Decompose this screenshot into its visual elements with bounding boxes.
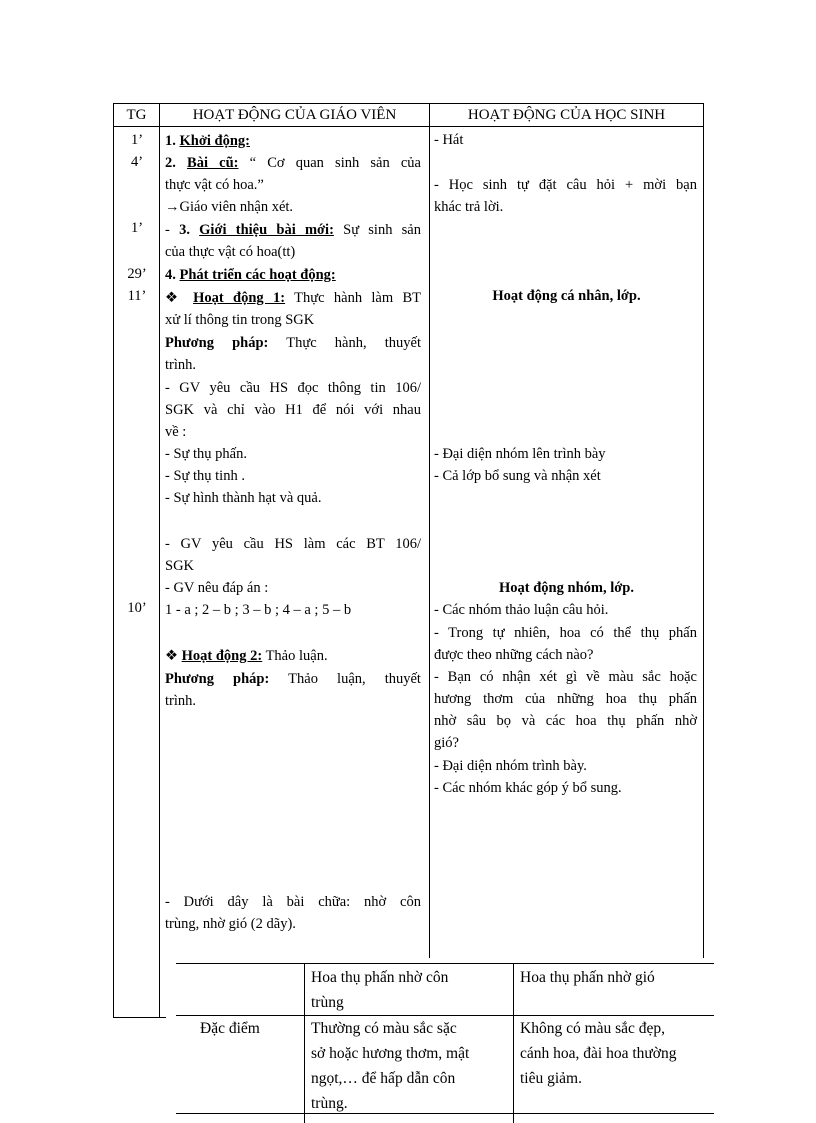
student-line: - Trong tự nhiên, hoa có thể thụ phấn — [434, 625, 697, 641]
cell-line: Thường có màu sắc sặc — [311, 1020, 457, 1037]
method-1-line-b: trình. — [165, 357, 197, 373]
table-bottom-left-border — [113, 1017, 166, 1018]
table2-top-border — [176, 963, 714, 964]
student-line: - Các nhóm thảo luận câu hỏi. — [434, 602, 609, 618]
table2-header-wind: Hoa thụ phấn nhờ gió — [520, 969, 655, 986]
student-line: - Đại diện nhóm lên trình bày — [434, 446, 606, 462]
activity-1-text: Thực hành làm BT — [294, 290, 422, 306]
table2-cell-wind — [520, 1016, 676, 1091]
table2-header-insect-b: trùng — [311, 994, 344, 1011]
cell-line: sở hoặc hương thơm, mật — [311, 1045, 470, 1062]
section-2-line-b: thực vật có hoa.” — [165, 177, 264, 193]
section-3-text: Sự sinh sản — [343, 222, 421, 238]
section-1-num: 1. — [165, 133, 176, 149]
student-line: khác trả lời. — [434, 199, 504, 215]
time-value: 4’ — [130, 154, 144, 170]
section-2-eval: →Giáo viên nhận xét. — [165, 199, 294, 215]
student-line: nhờ sâu bọ và các hoa thụ phấn nhờ — [434, 713, 697, 729]
activity-1-title: Hoạt động 1: — [193, 290, 286, 306]
student-line: - Bạn có nhận xét gì về màu sắc hoặc — [434, 669, 697, 685]
activity-1-line-a — [165, 287, 421, 309]
section-3-title: Giới thiệu bài mới: — [199, 222, 334, 238]
method-2-label: Phương pháp: — [165, 671, 270, 687]
student-activity-2-heading: Hoạt động nhóm, lớp. — [499, 580, 634, 596]
cell-line: Không có màu sắc đẹp, — [520, 1020, 666, 1037]
table2-row-label: Đặc điểm — [200, 1020, 260, 1037]
method-2-line-b: trình. — [165, 693, 197, 709]
activity-2-text: Thảo luận. — [265, 648, 328, 664]
time-value: 1’ — [130, 132, 144, 148]
table-left-border — [113, 103, 114, 1018]
header-student: HOẠT ĐỘNG CỦA HỌC SINH — [467, 107, 666, 123]
section-4-title: Phát triển các hoạt động: — [179, 267, 336, 283]
cell-line: cánh hoa, đài hoa thường — [520, 1045, 677, 1062]
method-1-label: Phương pháp: — [165, 335, 269, 351]
list-item: - Sự hình thành hạt và quả. — [165, 490, 322, 506]
diamond-bullet-icon: ❖ — [165, 290, 184, 306]
header-tg: TG — [126, 107, 147, 123]
time-value: 1’ — [130, 220, 144, 236]
student-line: gió? — [434, 735, 459, 751]
table2-cell-insect — [311, 1016, 511, 1116]
table2-header-insect-a: Hoa thụ phấn nhờ côn — [311, 969, 449, 986]
section-3-dash: - — [165, 222, 170, 238]
student-line: - Đại diện nhóm trình bày. — [434, 758, 587, 774]
student-line: - Hát — [434, 132, 464, 148]
method-1-text: Thực hành, thuyết — [286, 335, 421, 351]
section-2-line-a — [165, 152, 421, 174]
activity-1-line-b: xử lí thông tin trong SGK — [165, 312, 315, 328]
table-col-divider-2 — [429, 103, 430, 958]
gv-instruction-1-b: SGK và chỉ vào H1 để nói với nhau — [165, 402, 421, 418]
gv-instruction-2-b: SGK — [165, 558, 195, 574]
student-activity-1-heading: Hoạt động cá nhân, lớp. — [492, 288, 641, 304]
table2-header-insect — [311, 965, 507, 1015]
method-2-text: Thảo luận, thuyết — [288, 671, 421, 687]
section-3-num: 3. — [179, 222, 190, 238]
cell-line: ngọt,… để hấp dẫn côn — [311, 1070, 456, 1087]
student-line: - Cả lớp bổ sung và nhận xét — [434, 468, 601, 484]
conclusion-line-b: trùng, nhờ gió (2 dãy). — [165, 916, 296, 932]
list-item: - Sự thụ phấn. — [165, 446, 247, 462]
gv-instruction-1-a: - GV yêu cầu HS đọc thông tin 106/ — [165, 380, 421, 396]
section-3-line-b: của thực vật có hoa(tt) — [165, 244, 296, 260]
section-4 — [165, 264, 336, 286]
section-2-num: 2. — [165, 155, 176, 171]
table2-col-divider — [513, 963, 514, 1123]
list-item: - Sự thụ tinh . — [165, 468, 245, 484]
table-right-border — [703, 103, 704, 958]
student-line: được theo những cách nào? — [434, 647, 594, 663]
section-1 — [165, 130, 250, 152]
method-2-line-a — [165, 668, 421, 690]
table-header-bottom-border — [113, 126, 704, 127]
section-1-title: Khởi động: — [179, 133, 250, 149]
activity-2-title: Hoạt động 2: — [181, 648, 263, 664]
table-col-divider-1 — [159, 103, 160, 1018]
section-4-num: 4. — [165, 267, 176, 283]
diamond-bullet-icon: ❖ — [165, 648, 178, 664]
time-value: 10’ — [127, 600, 147, 616]
time-value: 29’ — [127, 266, 147, 282]
header-teacher: HOẠT ĐỘNG CỦA GIÁO VIÊN — [192, 107, 397, 123]
gv-instruction-1-c: về : — [165, 424, 187, 440]
method-1-line-a — [165, 332, 421, 354]
section-3-line-a — [165, 219, 421, 241]
activity-2-line — [165, 645, 328, 667]
section-2-text: “ Cơ quan sinh sản của — [249, 155, 421, 171]
student-line: - Các nhóm khác góp ý bổ sung. — [434, 780, 622, 796]
student-line: - Học sinh tự đặt câu hỏi + mời bạn — [434, 177, 697, 193]
table2-col-divider — [304, 963, 305, 1123]
time-value: 11’ — [127, 288, 147, 304]
student-line: hương thơm của những hoa thụ phấn — [434, 691, 697, 707]
cell-line: tiêu giảm. — [520, 1070, 582, 1087]
conclusion-line-a: - Dưới dây là bài chữa: nhờ côn — [165, 894, 421, 910]
gv-instruction-2-a: - GV yêu cầu HS làm các BT 106/ — [165, 536, 421, 552]
gv-answer-intro: - GV nêu đáp án : — [165, 580, 269, 596]
answer-key: 1 - a ; 2 – b ; 3 – b ; 4 – a ; 5 – b — [165, 602, 352, 618]
section-2-title: Bài cũ: — [187, 155, 239, 171]
cell-line: trùng. — [311, 1095, 348, 1112]
